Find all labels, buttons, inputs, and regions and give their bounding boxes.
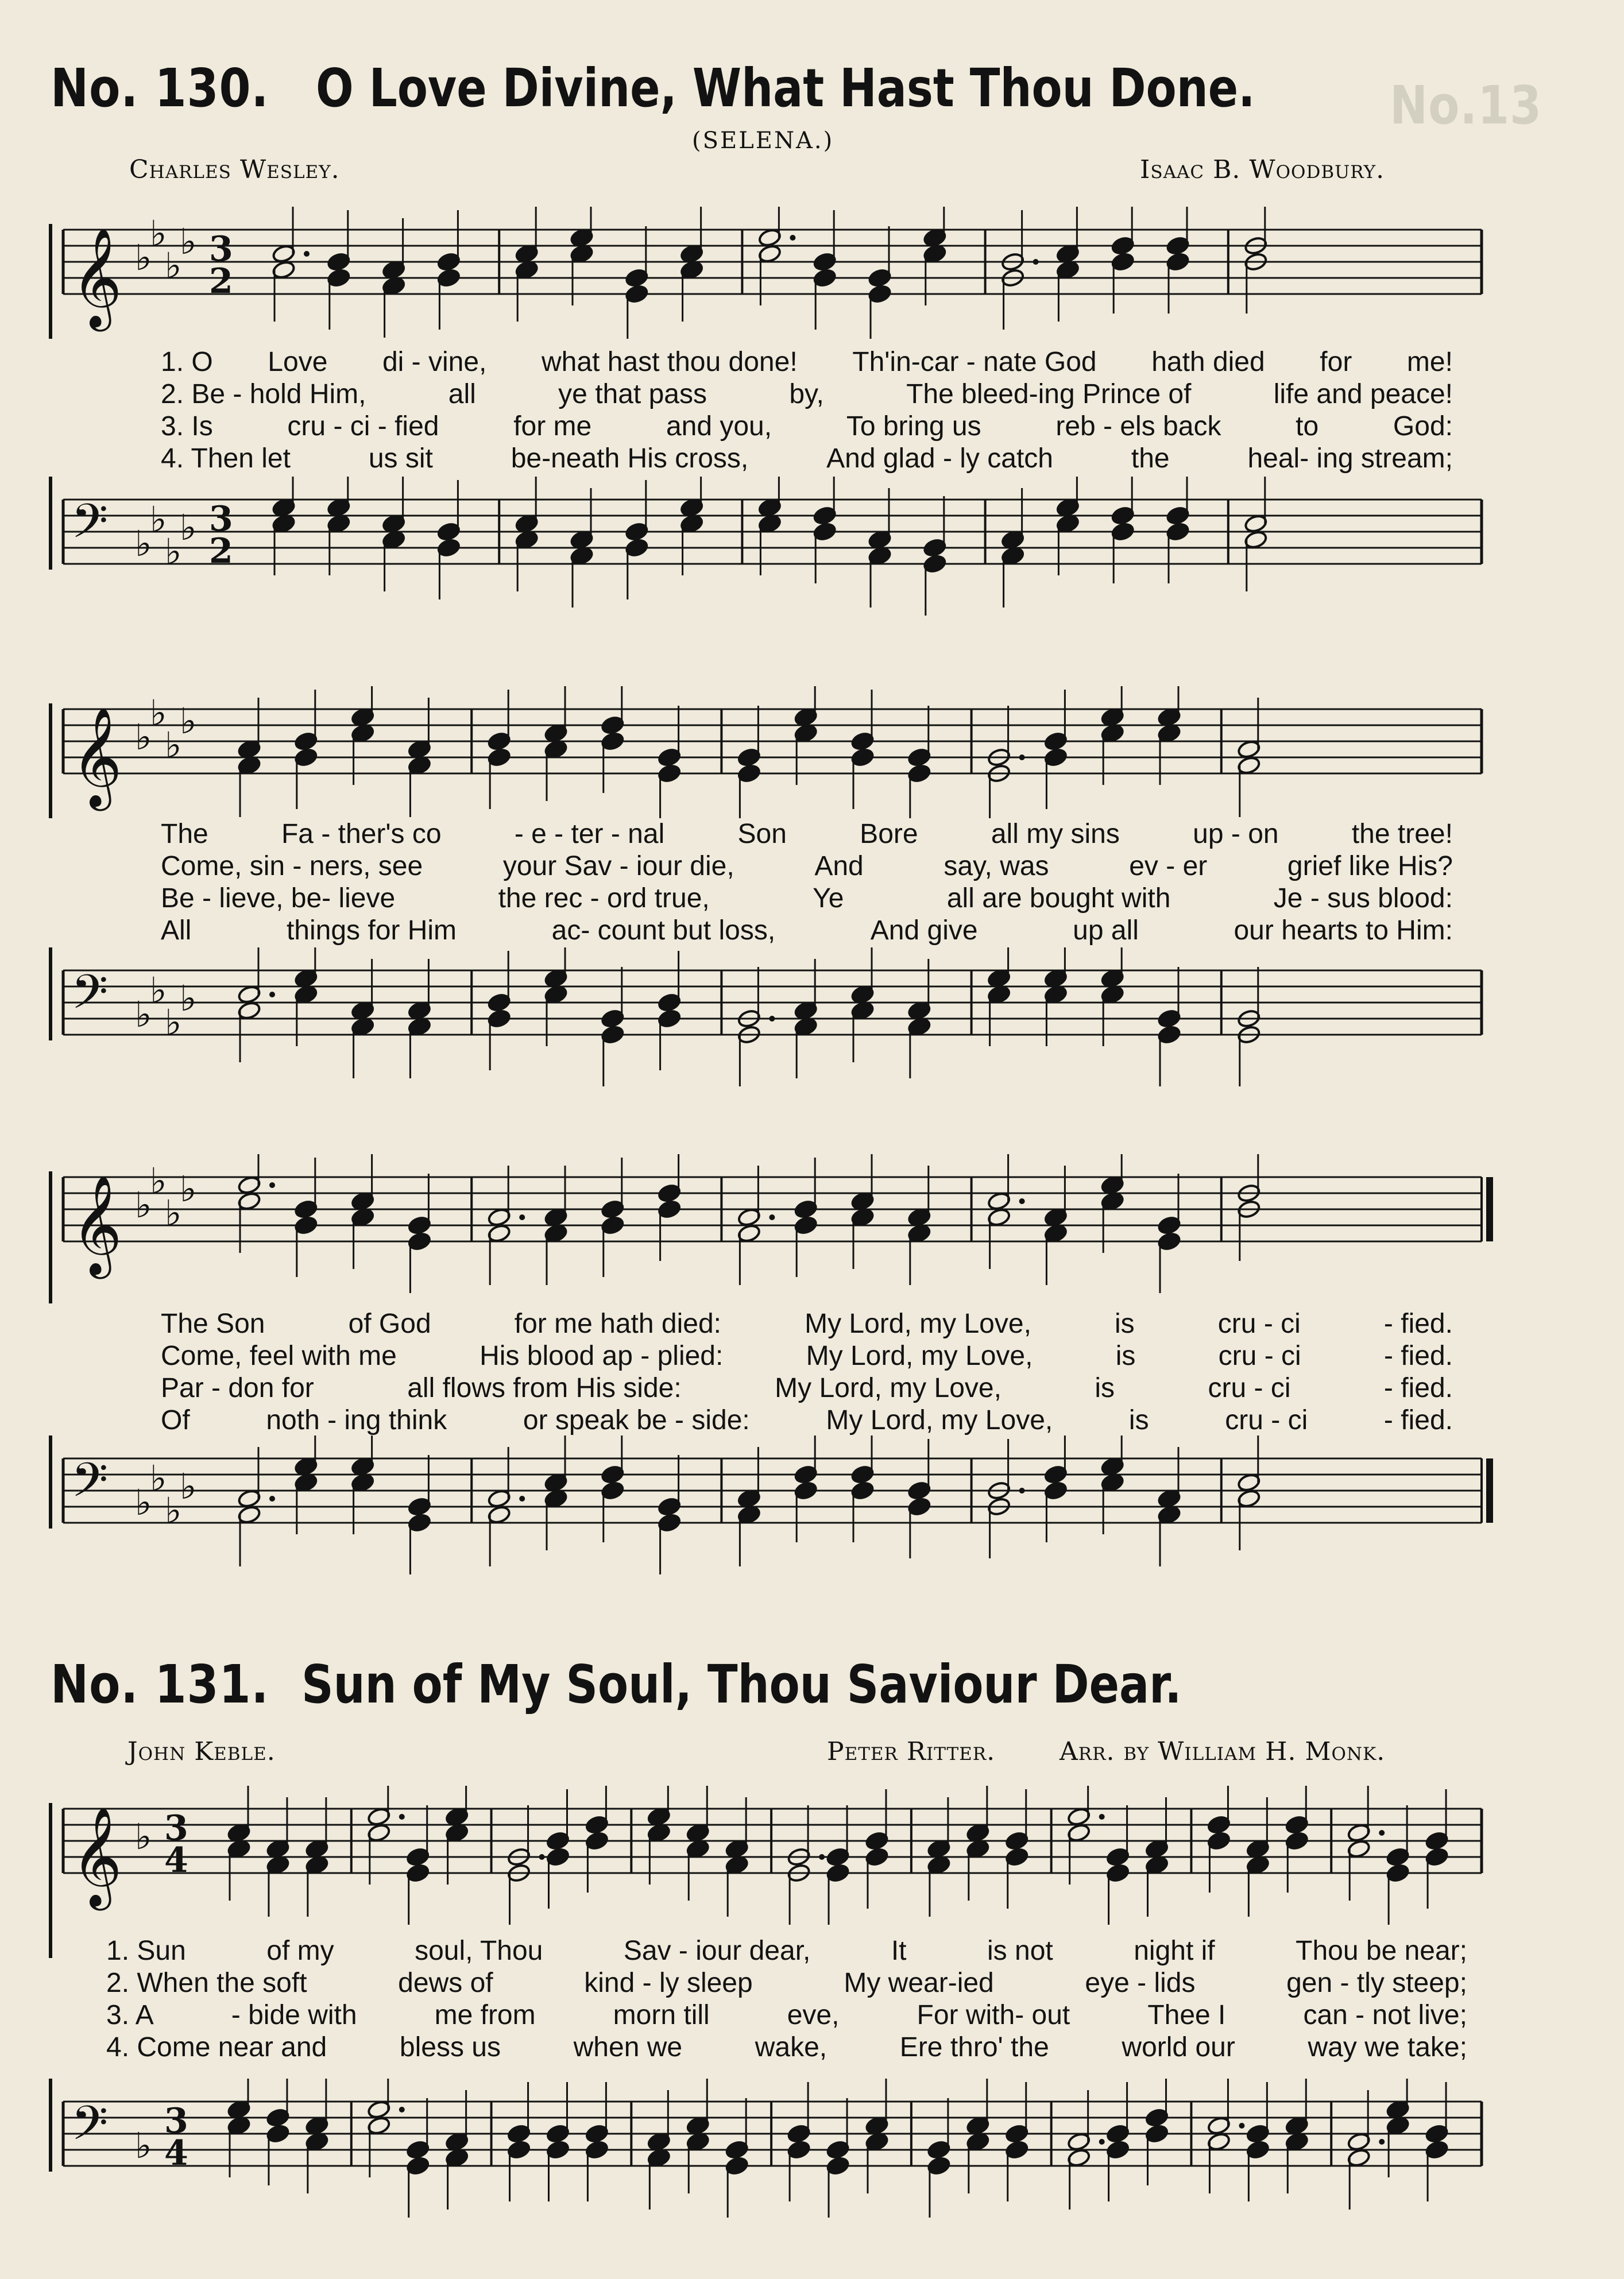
flat-sign-icon: ♭ (150, 212, 167, 254)
verse-line (106, 1967, 1467, 1999)
flat-sign-icon: ♭ (180, 1465, 197, 1507)
lyric-word: night if (1134, 1936, 1215, 1966)
flat-sign-icon: ♭ (180, 220, 197, 262)
lyric-word: life and peace! (1273, 379, 1453, 409)
lyric-word: is (1115, 1309, 1135, 1339)
lyric-word: when we (573, 2032, 683, 2063)
lyric-word: is (1128, 1405, 1149, 1436)
dot-icon (790, 235, 795, 241)
lyric-word: for (1320, 347, 1352, 377)
lyric-word: wake, (755, 2032, 828, 2063)
hymn-130-number: No. 130. (51, 57, 269, 119)
lyric-word: Of (161, 1405, 190, 1436)
lyric-word: the rec - ord true, (498, 883, 710, 914)
lyric-word: all are bought with (946, 883, 1171, 914)
lyric-word: - e - ter - nal (514, 819, 665, 849)
lyric-word: say, was (944, 851, 1049, 881)
dot-icon (269, 1182, 275, 1188)
bass-clef-icon: 𝄢 (71, 1452, 109, 1519)
lyric-word: morn till (613, 2000, 710, 2030)
flat-sign-icon: ♭ (180, 977, 197, 1019)
lyric-word: noth - ing think (266, 1405, 447, 1436)
lyric-word: your Sav - iour die, (502, 851, 734, 881)
lyric-word: the tree! (1351, 819, 1453, 849)
flat-sign-icon: ♭ (180, 700, 197, 742)
verse-line (161, 1340, 1453, 1372)
lyric-word: heal- ing stream; (1247, 443, 1453, 474)
flat-sign-icon: ♭ (135, 1481, 152, 1523)
verse-line (161, 411, 1453, 443)
lyric-word: eve, (787, 2000, 840, 2030)
lyric-word: Bore (860, 819, 918, 849)
lyric-word: di - vine, (382, 347, 487, 377)
lyric-word: all my sins (991, 819, 1120, 849)
lyric-word: cru - ci (1217, 1309, 1301, 1339)
lyric-word: Th'in-car - nate God (852, 347, 1097, 377)
lyric-word: hath died (1151, 347, 1265, 377)
dot-icon (769, 1016, 775, 1022)
flat-sign-icon: ♭ (180, 1168, 197, 1210)
bass-clef-icon: 𝄢 (71, 964, 109, 1031)
flat-sign-icon: ♭ (135, 2125, 152, 2166)
dot-icon (819, 1854, 825, 1860)
verse-line (161, 1372, 1453, 1404)
hymn-131-system-1-bass-staff (0, 2079, 1624, 2251)
lyric-word: things for Him (286, 915, 457, 946)
lyric-word: cru - ci - fied (287, 411, 439, 442)
lyric-word: grief like His? (1287, 851, 1453, 881)
hymn-130-title: O Love Divine, What Hast Thou Done. (316, 57, 1255, 119)
flat-sign-icon: ♭ (165, 531, 182, 572)
lyric-word: and you, (666, 411, 772, 442)
flat-sign-icon: ♭ (135, 993, 152, 1035)
dot-icon (399, 2107, 405, 2112)
lyric-word: can - not live; (1303, 2000, 1467, 2030)
lyric-word: - fied. (1383, 1373, 1453, 1403)
lyric-word: for me (513, 411, 592, 442)
lyric-word: For with- out (917, 2000, 1070, 2030)
time-signature-denominator: 2 (209, 531, 233, 571)
hymn-130-system-1-lyrics (161, 346, 1453, 475)
lyric-word: The bleed-ing Prince of (906, 379, 1192, 409)
time-signature-denominator: 4 (164, 2133, 188, 2173)
dot-icon (269, 1496, 275, 1502)
hymn-130-system-1-bass-staff (0, 477, 1624, 620)
lyric-word: And (814, 851, 864, 881)
hymn-130-system-3-lyrics (161, 1308, 1453, 1437)
lyric-word: Par - don for (161, 1373, 314, 1403)
dot-icon (1239, 2123, 1244, 2129)
lyric-word: 1. O (161, 347, 213, 377)
lyric-word: Love (268, 347, 328, 377)
dot-icon (1019, 754, 1025, 760)
time-signature-numerator: 3 (164, 2101, 188, 2141)
dot-icon (304, 251, 310, 257)
lyric-word: Je - sus blood: (1273, 883, 1453, 914)
lyric-word: ac- count but loss, (551, 915, 776, 946)
lyric-word: ev - er (1129, 851, 1208, 881)
verse-line (106, 1935, 1467, 1967)
flat-sign-icon: ♭ (150, 1160, 167, 1202)
lyric-word: is (1115, 1341, 1136, 1371)
lyric-word: of my (266, 1936, 334, 1966)
lyric-word: cru - ci (1225, 1405, 1308, 1436)
lyric-word: And give (870, 915, 978, 946)
lyric-word: - fied. (1383, 1309, 1453, 1339)
lyric-word: is not (987, 1936, 1053, 1966)
lyric-word: soul, Thou (415, 1936, 543, 1966)
flat-sign-icon: ♭ (135, 1184, 152, 1226)
lyric-word: cru - ci (1208, 1373, 1291, 1403)
lyric-word: eye - lids (1085, 1968, 1196, 1998)
lyric-word: gen - tly steep; (1286, 1968, 1467, 1998)
lyric-word: 2. When the soft (106, 1968, 307, 1998)
verse-line (161, 346, 1453, 378)
lyric-word: bless us (399, 2032, 501, 2063)
lyric-word: - bide with (231, 2000, 357, 2030)
lyric-word: kind - ly sleep (584, 1968, 753, 1998)
lyric-word: The Son (161, 1309, 265, 1339)
hymn-131-system-1-lyrics (106, 1935, 1467, 2064)
lyric-word: My wear-ied (844, 1968, 994, 1998)
lyric-word: Thee I (1147, 2000, 1226, 2030)
lyric-word: us sit (368, 443, 433, 474)
verse-line (106, 2032, 1467, 2064)
lyric-word: Ere thro' the (899, 2032, 1049, 2063)
lyric-word: for me hath died: (514, 1309, 721, 1339)
time-signature-numerator: 3 (164, 1808, 188, 1848)
bass-clef-icon: 𝄢 (71, 2095, 109, 2162)
lyric-word: me from (434, 2000, 536, 2030)
lyric-word: 4. Then let (161, 443, 291, 474)
lyric-word: Son (737, 819, 787, 849)
lyric-word: what hast thou done! (541, 347, 798, 377)
dot-icon (1379, 1830, 1385, 1836)
bass-clef-icon: 𝄢 (71, 493, 109, 560)
verse-line (161, 1308, 1453, 1340)
hymn-130-system-2-bass-staff (0, 947, 1624, 1091)
lyric-word: Come, sin - ners, see (161, 851, 423, 881)
lyric-word: And glad - ly catch (826, 443, 1053, 474)
flat-sign-icon: ♭ (165, 1001, 182, 1043)
lyric-word: Be - lieve, be- lieve (161, 883, 396, 914)
lyric-word: the (1131, 443, 1170, 474)
lyric-word: To bring us (846, 411, 981, 442)
lyric-word: - fied. (1383, 1405, 1453, 1436)
lyric-word: ye that pass (558, 379, 707, 409)
flat-sign-icon: ♭ (180, 506, 197, 548)
lyric-word: 2. Be - hold Him, (161, 379, 366, 409)
lyric-word: My Lord, my Love, (805, 1309, 1031, 1339)
lyric-word: The (161, 819, 208, 849)
time-signature-denominator: 4 (164, 1840, 188, 1881)
lyric-word: 3. Is (161, 411, 213, 442)
lyric-word: My Lord, my Love, (806, 1341, 1033, 1371)
hymn-131-composer: Peter Ritter. (827, 1737, 996, 1766)
treble-clef-icon: 𝄞 (71, 227, 122, 327)
dot-icon (269, 992, 275, 997)
lyric-word: or speak be - side: (523, 1405, 750, 1436)
treble-clef-icon: 𝄞 (71, 707, 122, 807)
flat-sign-icon: ♭ (135, 237, 152, 278)
verse-line (161, 883, 1453, 915)
flat-sign-icon: ♭ (165, 1192, 182, 1234)
lyric-word: way we take; (1308, 2032, 1467, 2063)
dot-icon (1019, 1488, 1025, 1493)
lyric-word: all (448, 379, 476, 409)
lyric-word: world our (1122, 2032, 1235, 2063)
dot-icon (1379, 2139, 1385, 2145)
lyric-word: 3. A (106, 2000, 154, 2030)
lyric-word: Sav - iour dear, (623, 1936, 811, 1966)
lyric-word: of God (348, 1309, 431, 1339)
hymn-130-system-2-treble-staff (0, 686, 1624, 818)
flat-sign-icon: ♭ (150, 692, 167, 734)
flat-sign-icon: ♭ (150, 969, 167, 1011)
hymn-131-number: No. 131. (51, 1654, 269, 1715)
lyric-word: to (1296, 411, 1319, 442)
lyric-word: My Lord, my Love, (775, 1373, 1002, 1403)
lyric-word: up - on (1193, 819, 1279, 849)
hymn-130-system-1-treble-staff (0, 207, 1624, 339)
lyric-word: our hearts to Him: (1234, 915, 1453, 946)
lyric-word: 4. Come near and (106, 2032, 327, 2063)
dot-icon (519, 1214, 525, 1220)
lyric-word: Fa - ther's co (281, 819, 442, 849)
lyric-word: me! (1406, 347, 1453, 377)
verse-line (161, 850, 1453, 883)
lyric-word: up all (1073, 915, 1139, 946)
hymn-130-composer: Isaac B. Woodbury. (1140, 155, 1385, 184)
verse-line (161, 915, 1453, 947)
treble-clef-icon: 𝄞 (71, 1175, 122, 1275)
dot-icon (399, 1814, 405, 1820)
dot-icon (1099, 2139, 1105, 2145)
lyric-word: reb - els back (1055, 411, 1221, 442)
lyric-word: All (161, 915, 192, 946)
hymn-131-system-1-treble-staff (0, 1786, 1624, 1958)
verse-line (106, 1999, 1467, 2032)
time-signature-numerator: 3 (209, 229, 233, 269)
flat-sign-icon: ♭ (135, 523, 152, 564)
hymn-131-author: John Keble. (127, 1737, 276, 1766)
lyric-word: cru - ci (1218, 1341, 1301, 1371)
hymn-130-system-2-lyrics (161, 818, 1453, 947)
dot-icon (519, 1496, 525, 1502)
dot-icon (1033, 259, 1039, 265)
dot-icon (539, 1854, 545, 1860)
lyric-word: It (891, 1936, 907, 1966)
hymn-131-arranger: Arr. by William H. Monk. (1060, 1737, 1386, 1766)
dot-icon (1099, 1814, 1105, 1820)
flat-sign-icon: ♭ (135, 716, 152, 758)
lyric-word: by, (789, 379, 824, 409)
time-signature-numerator: 3 (209, 499, 233, 539)
flat-sign-icon: ♭ (165, 1489, 182, 1531)
lyric-word: Thou be near; (1296, 1936, 1467, 1966)
lyric-word: God: (1393, 411, 1453, 442)
lyric-word: His blood ap - plied: (480, 1341, 724, 1371)
hymn-130-system-3-bass-staff (0, 1436, 1624, 1585)
lyric-word: be-neath His cross, (511, 443, 749, 474)
lyric-word: - fied. (1383, 1341, 1453, 1371)
time-signature-denominator: 2 (209, 261, 233, 301)
verse-line (161, 1404, 1453, 1437)
lyric-word: dews of (398, 1968, 493, 1998)
lyric-word: My Lord, my Love, (826, 1405, 1053, 1436)
flat-sign-icon: ♭ (150, 498, 167, 540)
flat-sign-icon: ♭ (135, 1816, 152, 1858)
flat-sign-icon: ♭ (165, 724, 182, 766)
hymn-130-system-3-treble-staff (0, 1154, 1624, 1303)
hymn-130-tune-name: (SELENA.) (692, 127, 834, 154)
lyric-word: is (1095, 1373, 1115, 1403)
verse-line (161, 818, 1453, 850)
flat-sign-icon: ♭ (150, 1457, 167, 1499)
lyric-word: 1. Sun (106, 1936, 186, 1966)
lyric-word: all flows from His side: (407, 1373, 682, 1403)
treble-clef-icon: 𝄞 (71, 1806, 122, 1906)
dot-icon (769, 1214, 775, 1220)
verse-line (161, 443, 1453, 475)
verse-line (161, 378, 1453, 411)
hymn-130-author: Charles Wesley. (129, 155, 340, 184)
lyric-word: Ye (813, 883, 844, 914)
hymn-131-title: Sun of My Soul, Thou Saviour Dear. (301, 1654, 1182, 1715)
flat-sign-icon: ♭ (165, 245, 182, 287)
dot-icon (1019, 1198, 1025, 1204)
lyric-word: Come, feel with me (161, 1341, 397, 1371)
